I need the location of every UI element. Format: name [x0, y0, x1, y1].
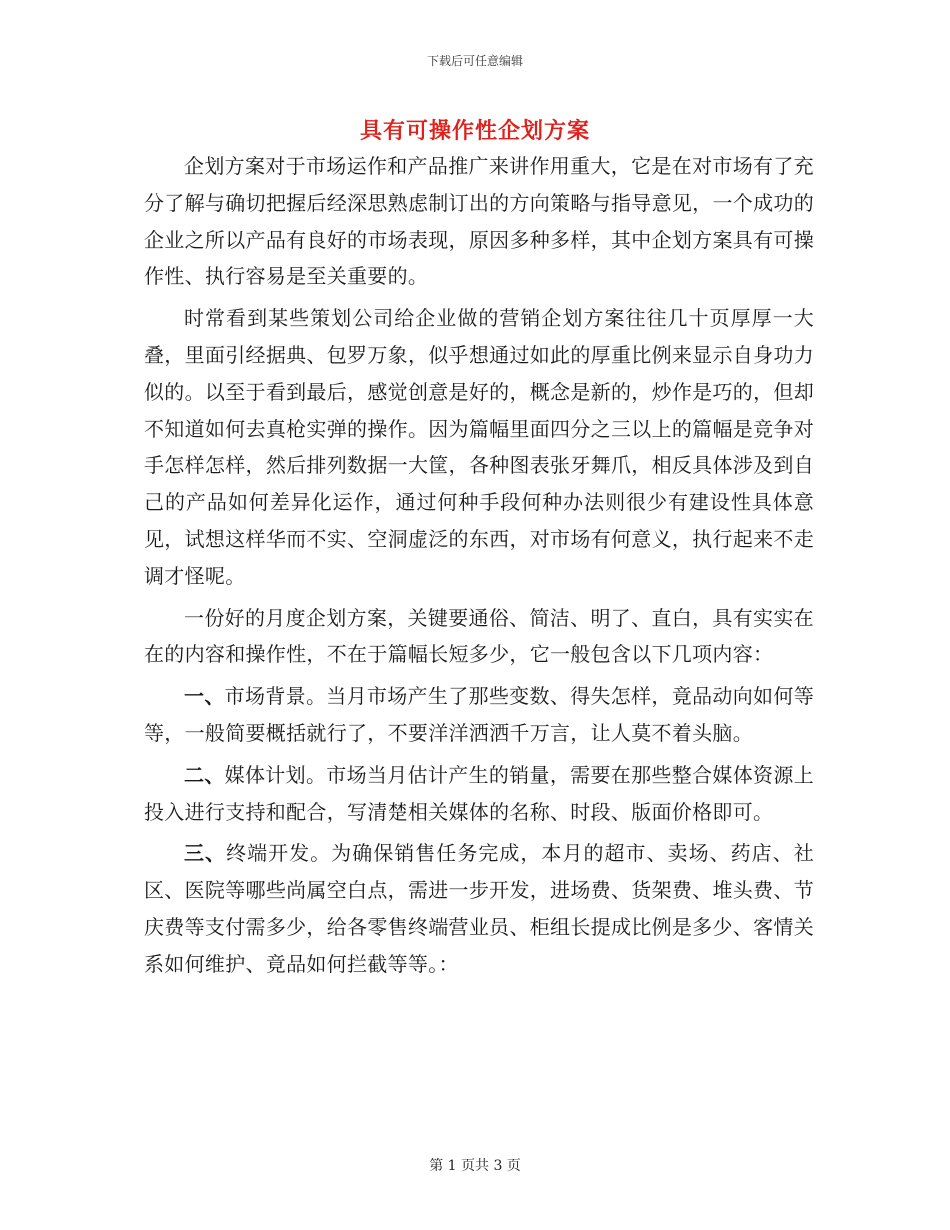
paragraph-text: 企划方案对于市场运作和产品推广来讲作用重大，它是在对市场有了充分了解与确切把握后经深思熟虑制订出的方向策略与指导意见，一个成功的企业之所以产品有良好的市场表现，原因多种多样，其中企划方案具有可操作性、执行容易是至关重要的。 — [144, 154, 814, 289]
document-title: 具有可操作性企划方案 — [359, 118, 590, 144]
paragraph-text: 媒体计划。市场当月估计产生的销量，需要在那些整合媒体资源上投入进行支持和配合，写清楚相关媒体的名称、时段、版面价格即可。 — [144, 762, 814, 824]
paragraph-problem — [144, 300, 814, 594]
header-note: 下载后可任意编辑 — [426, 54, 523, 68]
paragraph-media-plan — [144, 757, 814, 831]
section-number: 二、 — [184, 762, 225, 787]
paragraph-terminal-development — [144, 835, 814, 982]
paragraph-text: 终端开发。为确保销售任务完成，本月的超市、卖场、药店、社区、医院等哪些尚属空白点，需进一步开发，进场费、货架费、堆头费、节庆费等支付需多少，给各零售终端营业员、柜组长提成比例是多少、客情关系如何维护、竟品如何拦截等等。： — [144, 841, 814, 976]
paragraph-overview — [144, 600, 814, 674]
section-number: 三、 — [184, 841, 227, 866]
document-body — [144, 148, 814, 988]
page-number: 第 1 页共 3 页 — [429, 1158, 521, 1174]
paragraph-text: 市场背景。当月市场产生了那些变数、得失怎样，竟品动向如何等等，一般简要概括就行了，不要洋洋洒洒千万言，让人莫不着头脑。 — [144, 684, 814, 745]
paragraph-text: 一份好的月度企划方案，关键要通俗、简洁、明了、直白，具有实实在在的内容和操作性，不在于篇幅长短多少，它一般包含以下几项内容： — [144, 605, 814, 667]
paragraph-intro — [144, 148, 814, 295]
paragraph-market-background — [144, 678, 814, 752]
paragraph-text: 时常看到某些策划公司给企业做的营销企划方案往往几十页厚厚一大叠，里面引经据典、包罗万象，似乎想通过如此的厚重比例来显示自身功力似的。以至于看到最后，感觉创意是好的，概念是新的，炒作是巧的，但却不知道如何去真枪实弹的操作。因为篇幅里面四分之三以上的篇幅是竞争对手怎样怎样，然后排列数据一大筐，各种图表张牙舞爪，相反具体涉及到自己的产品如何差异化运作，通过何种手段何种办法则很少有建设性具体意见，试想这样华而不实、空洞虚泛的东西，对市场有何意义，执行起来不走调才怪呢。 — [144, 306, 814, 588]
section-number: 一、 — [184, 684, 225, 709]
